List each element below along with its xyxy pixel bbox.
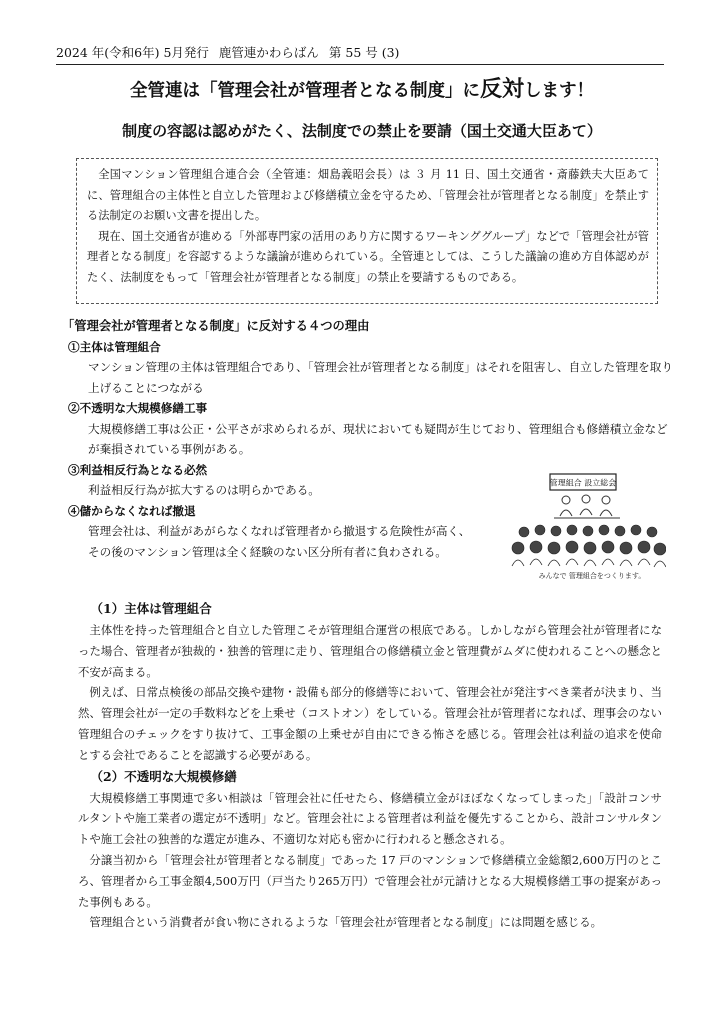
reason-heading-2: ②不透明な大規模修繕工事 [68,401,208,415]
headline [60,78,664,103]
audience-bodies [512,559,666,567]
section-2-title: （2）不透明な大規模修繕 [90,768,237,784]
section-2-paragraph-2: 分譲当初から「管理会社が管理者となる制度」であった 17 戸のマンションで修繕積立金総額2,600万円のところ、管理者から工事金額4,500万円（戸当たり265万円）で管理会社が元請けとなる大規模修繕工事の提案があった事例もある。 [78,852,662,909]
reason-text-3: 利益相反行為が拡大するのは明らかである。 [88,483,320,497]
summary-paragraph-2: 現在、国土交通省が進める「外部専門家の活用のあり方に関するワーキンググループ」などで「管理会社が管理者となる制度」を容認するような議論が進められている。全管連としては、こうした議論の進め方自体認めがたく、法制度をもって「管理会社が管理者となる制度」の禁止を要請するものである。 [87,229,649,284]
audience [512,525,666,555]
reason-heading-3: ③利益相反行為となる必然 [68,462,208,477]
reason-heading-1: ①主体は管理組合 [68,339,161,354]
meeting-illustration [510,470,666,582]
issue-number: 第 55 号 (3) [328,45,400,60]
subheadline: 制度の容認は認めがたく、法制度での禁止を要請（国土交通大臣あて） [122,122,602,140]
reasons-title: 「管理会社が管理者となる制度」に反対する４つの理由 [62,318,370,333]
speakers [554,495,620,518]
section-2-paragraph-3: 管理組合という消費者が食い物にされるような「管理会社が管理者となる制度」には問題を感じる。 [89,915,602,930]
newsletter-name: 鹿管連かわらばん [218,45,319,60]
summary-box [76,158,658,304]
headline-emphasis: 反対 [479,77,524,102]
page-header [56,44,664,65]
reason-text-4: 管理会社は、利益があがらなくなれば管理者から撤退する危険性が高く、その後のマンション管理は全く経験のない区分所有者に負わされる。 [88,524,471,559]
section-1-paragraph-2: 例えば、日常点検後の部品交換や建物・設備も部分的修繕等において、管理会社が発注すべき業者が決まり、当然、管理会社が一定の手数料などを上乗せ（コストオン）をしている。管理会社が管理者になれば、理事会のない管理組合のチェックをすり抜けて、工事金額の上乗せが自由にできる怖さを感じる。管理会社は利益の追求を使命とする会社であることを認識する必要がある。 [78,685,662,762]
section-1-title: （1）主体は管理組合 [90,601,212,616]
reason-text-1: マンション管理の主体は管理組合であり、「管理会社が管理者となる制度」はそれを阻害し、自立した管理を取り上げることにつながる [88,360,673,395]
illustration-caption: みんなで 管理組合をつくります。 [538,572,646,580]
issue-date: 2024 年(令和6年) 5月発行 [56,45,209,60]
reason-text-2: 大規模修繕工事は公正・公平さが求められるが、現状においても疑問が生じており、管理組合も修繕積立金などが棄損されている事例がある。 [88,421,668,456]
sign-text: 管理組合 設立総会 [549,478,617,488]
section-1-paragraph-1: 主体性を持った管理組合と自立した管理こそが管理組合運営の根底である。しかしながら管理会社が管理者になった場合、管理者が独裁的・独善的管理に走り、管理組合の修繕積立金と管理費がムダに使われることへの懸念と不安が高まる。 [78,623,662,679]
reason-heading-4: ④儲からなくなれば撤退 [68,503,196,518]
summary-paragraph-1: 全国マンション管理組合連合会（全管連：畑島義昭会長）は ３ 月 11 日、国土交通省・斎藤鉄夫大臣あてに、管理組合の主体性と自立した管理および修繕積立金を守るため、「管理会社が管理者となる制度」を禁止する法制定のお願い文書を提出した。 [87,168,649,222]
headline-part2: します！ [524,81,594,101]
section-2-paragraph-1: 大規模修繕工事関連で多い相談は「管理会社に任せたら、修繕積立金がほぼなくなってしまった」「設計コンサルタントや施工業者の選定が不透明」など。管理会社による管理者は利益を優先することから、設計コンサルタントや施工会社の独善的な選定が進み、不適切な対応も密かに行われると懸念される。 [78,790,662,847]
article-body [62,598,662,933]
headline-part1: 全管連は「管理会社が管理者となる制度」に [129,81,480,101]
